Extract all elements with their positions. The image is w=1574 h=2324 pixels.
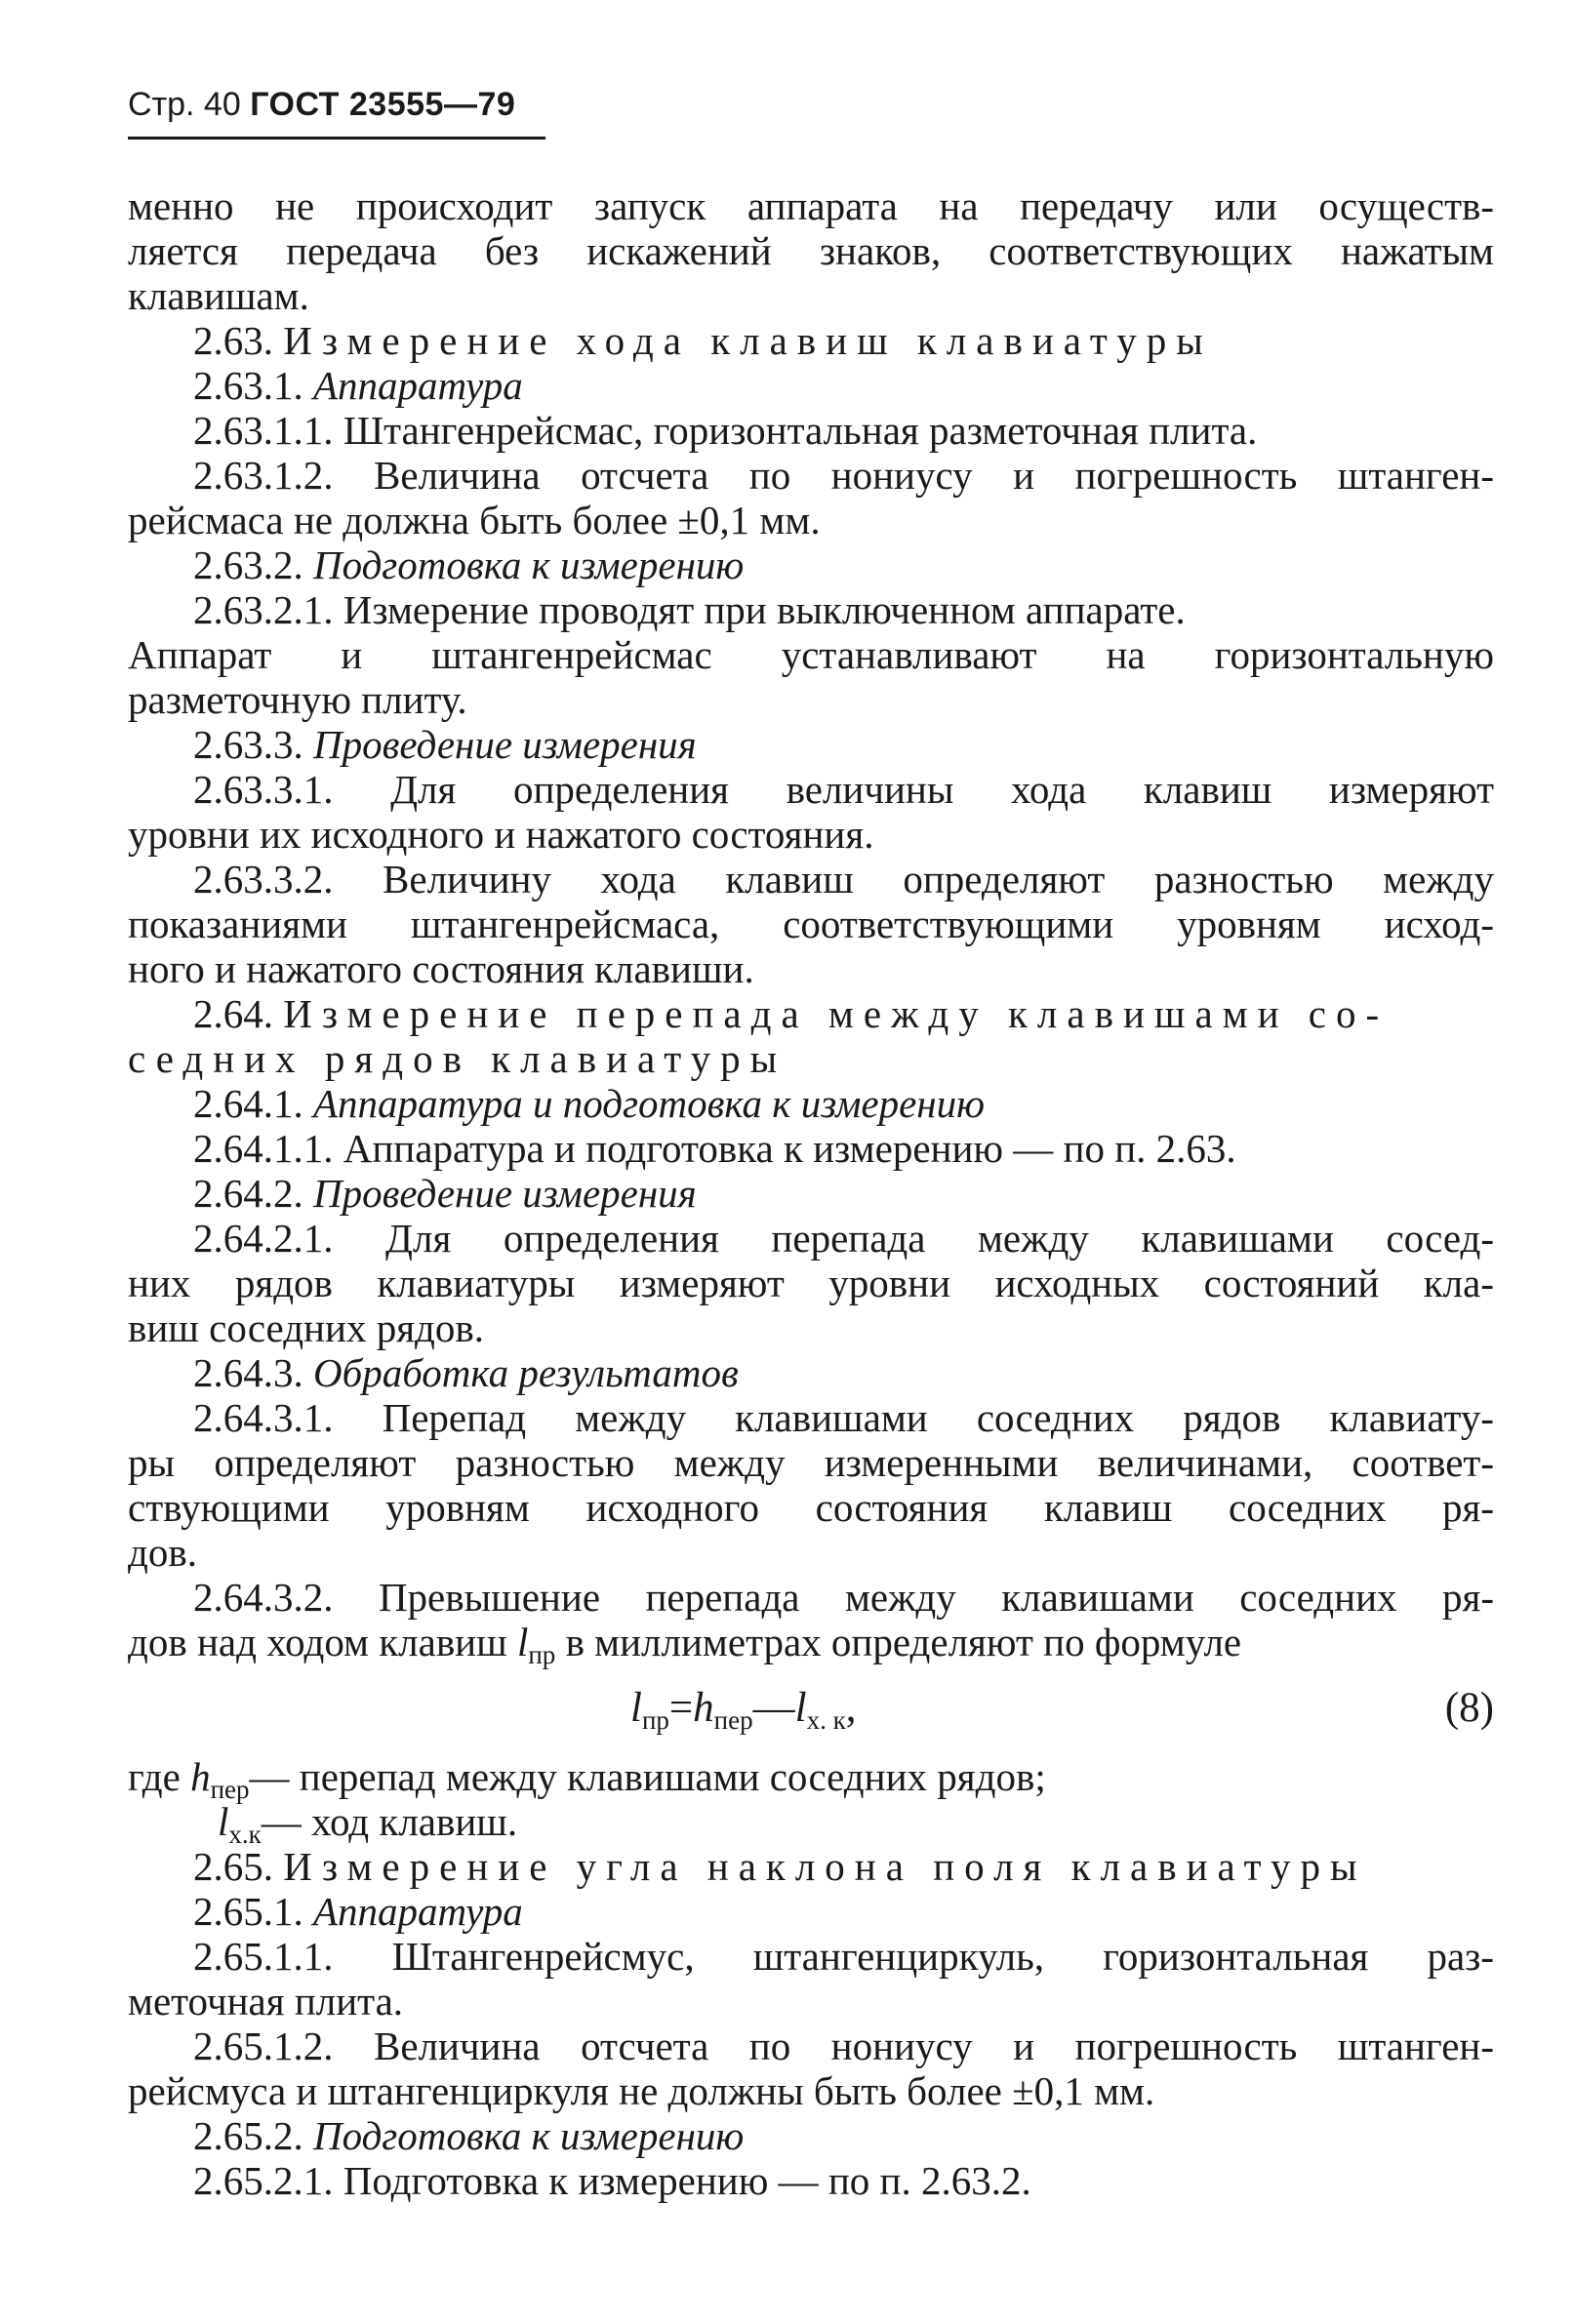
text-line: 2.63.1.1. Штангенрейсмас, горизонтальная разметочная плита.: [193, 408, 1258, 453]
section-title: Подготовка к измерению: [313, 542, 745, 587]
text-line: ного и нажатого состояния клавиши.: [128, 946, 754, 991]
section-title: Измерение хода клавиш клавиатуры: [283, 318, 1213, 363]
section-number: 2.63.2.: [193, 542, 303, 587]
section-number: 2.63.1.: [193, 363, 303, 408]
section-number: 2.63.: [193, 318, 273, 363]
section-heading-2-63: [128, 318, 1494, 363]
formula-block: [128, 1664, 1494, 1754]
variable-symbol: l: [218, 1799, 229, 1844]
formula-subscript: пер: [713, 1705, 753, 1735]
text-line: рейсмаса не должна быть более ±0,1 мм.: [128, 498, 821, 542]
standard-designation: ГОСТ 23555—79: [250, 86, 516, 123]
section-number: 2.64.3.: [193, 1350, 303, 1395]
section-title: Проведение измерения: [313, 722, 697, 767]
legend-line: [128, 1799, 1494, 1849]
subsection-heading-2-65-2: [128, 2113, 1494, 2158]
page-number-label: Стр. 40: [128, 86, 241, 123]
text-line: 2.63.1.2. Величина отсчета по нониусу и погрешность штанген-: [193, 453, 1494, 498]
text-line: виш соседних рядов.: [128, 1305, 485, 1350]
header-underline: [128, 137, 545, 140]
text-line: дов.: [128, 1530, 197, 1575]
header-text: [128, 80, 547, 129]
variable-l-pr: [516, 1620, 556, 1669]
text-line: 2.63.3.1. Для определения величины хода клавиш измеряют: [193, 767, 1494, 812]
formula-number: (8): [1444, 1685, 1494, 1731]
text-line: Аппарат и штангенрейсмас устанавливают на горизонтальную: [128, 632, 1494, 677]
variable-subscript: пр: [528, 1640, 556, 1669]
section-heading-2-64: [128, 991, 1494, 1036]
section-title: Измерение перепада между клавишами со-: [283, 991, 1390, 1036]
section-title: Аппаратура и подготовка к измерению: [313, 1081, 986, 1126]
formula-symbol: l: [630, 1685, 642, 1731]
text-line: рейсмуса и штангенциркуля не должны быть более ±0,1 мм.: [128, 2068, 1155, 2113]
text-fragment: в миллиметрах определяют по формуле: [565, 1620, 1242, 1664]
section-number: 2.64.1.: [193, 1081, 303, 1126]
section-title: Обработка результатов: [313, 1350, 739, 1395]
section-title: Измерение угла наклона поля клавиатуры: [283, 1844, 1367, 1889]
text-line: 2.65.2.1. Подготовка к измерению — по п. 2.63.2.: [193, 2158, 1031, 2203]
text-line: них рядов клавиатуры измеряют уровни исходных состояний кла-: [128, 1261, 1494, 1305]
variable-subscript: х.к: [228, 1820, 262, 1849]
variable-subscript: пер: [210, 1775, 250, 1804]
text-line-with-variable: [128, 1620, 1494, 1669]
variable-symbol: h: [190, 1754, 211, 1799]
subsection-heading-2-63-1: [128, 363, 1494, 408]
section-number: 2.64.: [193, 991, 273, 1036]
section-number: 2.65.: [193, 1844, 273, 1889]
text-line: разметочную плиту.: [128, 677, 467, 722]
section-number: 2.64.2.: [193, 1171, 303, 1216]
section-title: Аппаратура: [313, 1889, 523, 1934]
text-line: уровни их исходного и нажатого состояния.: [128, 812, 874, 857]
text-line: 2.65.1.1. Штангенрейсмус, штангенциркуль, горизонтальная раз-: [193, 1934, 1494, 1979]
page-header: [128, 80, 547, 140]
variable-h-per: [190, 1754, 250, 1804]
text-line: ры определяют разностью между измеренными величинами, соответ-: [128, 1440, 1494, 1485]
subsection-heading-2-64-1: [128, 1081, 1494, 1126]
formula-symbol: h: [693, 1685, 714, 1731]
section-title: Подготовка к измерению: [313, 2113, 745, 2158]
text-line: ляется передача без искажений знаков, соответствующих нажатым: [128, 228, 1494, 273]
text-fragment: — перепад между клавишами соседних рядов;: [249, 1754, 1046, 1799]
text-line: меточная плита.: [128, 1979, 404, 2023]
text-line: 2.63.2.1. Измерение проводят при выключенном аппарате.: [193, 587, 1186, 632]
subsection-heading-2-64-3: [128, 1350, 1494, 1395]
variable-symbol: l: [516, 1620, 529, 1664]
section-number: 2.65.1.: [193, 1889, 303, 1934]
formula-subscript: х. к: [806, 1705, 846, 1735]
text-fragment: дов над ходом клавиш: [128, 1620, 507, 1664]
text-line: менно не происходит запуск аппарата на передачу или осуществ-: [128, 183, 1494, 228]
section-heading-2-64-cont: [128, 1036, 1494, 1081]
document-body: [128, 183, 1494, 2203]
formula-operator: —: [752, 1685, 795, 1731]
text-line: клавишам.: [128, 273, 309, 318]
formula-subscript: пр: [641, 1705, 669, 1735]
text-line: ствующими уровням исходного состояния клавиш соседних ря-: [128, 1485, 1494, 1530]
text-fragment: — ход клавиш.: [261, 1799, 518, 1844]
section-title: Аппаратура: [313, 363, 523, 408]
subsection-heading-2-65-1: [128, 1889, 1494, 1934]
section-number: 2.65.2.: [193, 2113, 303, 2158]
text-fragment: где: [128, 1754, 181, 1799]
subsection-heading-2-64-2: [128, 1171, 1494, 1216]
formula: [630, 1686, 856, 1743]
text-line: 2.65.1.2. Величина отсчета по нониусу и погрешность штанген-: [193, 2023, 1494, 2068]
subsection-heading-2-63-2: [128, 542, 1494, 587]
variable-l-xk: [218, 1799, 262, 1849]
legend-line: [128, 1754, 1494, 1804]
section-title: седних рядов клавиатуры: [128, 1036, 787, 1081]
formula-punctuation: ,: [845, 1685, 857, 1731]
text-line: 2.64.2.1. Для определения перепада между клавишами сосед-: [193, 1216, 1494, 1261]
formula-operator: =: [668, 1685, 694, 1731]
section-title: Проведение измерения: [313, 1171, 697, 1216]
subsection-heading-2-63-3: [128, 722, 1494, 767]
text-line: показаниями штангенрейсмаса, соответствующими уровням исход-: [128, 902, 1494, 946]
text-line: 2.64.3.2. Превышение перепада между клавишами соседних ря-: [193, 1575, 1494, 1620]
section-heading-2-65: [128, 1844, 1494, 1889]
formula-symbol: l: [794, 1685, 807, 1731]
section-number: 2.63.3.: [193, 722, 303, 767]
text-line: 2.63.3.2. Величину хода клавиш определяют разностью между: [193, 857, 1494, 902]
text-line: 2.64.1.1. Аппаратура и подготовка к измерению — по п. 2.63.: [193, 1126, 1236, 1171]
text-line: 2.64.3.1. Перепад между клавишами соседних рядов клавиату-: [193, 1395, 1494, 1440]
